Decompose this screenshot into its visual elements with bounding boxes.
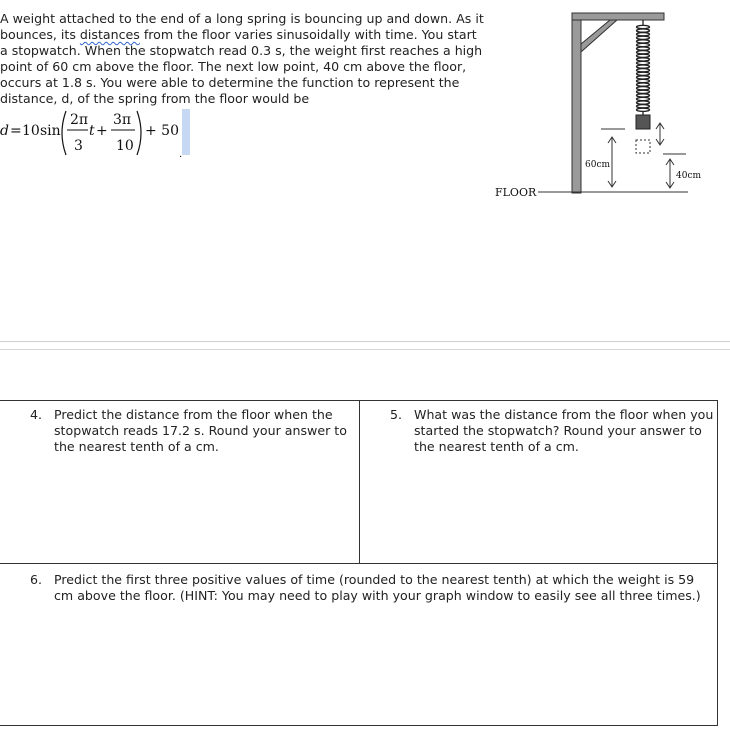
section-divider-2 xyxy=(0,349,730,350)
spring-icon xyxy=(637,20,650,115)
spring-diagram xyxy=(490,0,730,210)
eq-plus: + xyxy=(96,123,108,139)
spring-coil xyxy=(637,33,650,36)
low-weight-outline xyxy=(636,140,650,153)
question-text: Predict the distance from the floor when the stopwatch reads 17.2 s. Round your answer to the nearest tenth of a cm. xyxy=(54,407,347,455)
spring-coil xyxy=(637,108,650,111)
spring-coil xyxy=(637,76,650,79)
spring-coil xyxy=(637,105,650,108)
eq-func: sin xyxy=(40,123,61,139)
intro-text-a: A weight attached to the end of a long spring is bouncing up and down. As it bounces, its xyxy=(0,11,484,43)
spring-coil xyxy=(637,47,650,50)
spring-coil xyxy=(637,43,650,46)
question-table xyxy=(0,400,718,726)
section-divider xyxy=(0,341,730,342)
spring-coil xyxy=(637,72,650,75)
text-cursor-dot: . xyxy=(179,149,183,160)
eq-equals: = xyxy=(10,123,22,139)
eq-right-paren xyxy=(137,111,141,155)
eq-var: t xyxy=(89,123,95,139)
spring-coil xyxy=(637,40,650,43)
spring-coil xyxy=(637,65,650,68)
question-text: What was the distance from the floor when you started the stopwatch? Round your answer to the nearest tenth of a cm. xyxy=(414,407,714,455)
gallows-brace xyxy=(581,20,617,52)
spring-coil xyxy=(637,61,650,64)
text-cursor-highlight[interactable] xyxy=(182,109,190,155)
label-60cm: 60cm xyxy=(585,160,611,170)
spring-coil xyxy=(637,101,650,104)
gallows-post xyxy=(572,13,581,193)
weight-block xyxy=(636,115,650,129)
question-number: 5. xyxy=(390,407,403,422)
spring-coil xyxy=(637,90,650,93)
table-column-divider xyxy=(359,401,360,563)
sinusoid-equation xyxy=(0,108,185,158)
eq-lhs: d xyxy=(0,123,9,139)
spring-coil xyxy=(637,51,650,54)
eq-f2-den: 10 xyxy=(116,138,134,154)
spring-coil xyxy=(637,58,650,61)
spring-coil xyxy=(637,25,650,28)
spring-coil xyxy=(637,79,650,82)
question-number: 4. xyxy=(30,407,43,422)
spring-coil xyxy=(637,83,650,86)
question-text: Predict the first three positive values of time (rounded to the nearest tenth) at which the weight is 59 cm above the floor. (HINT: You may need to play with your graph window to easily see all three times.) xyxy=(54,572,701,604)
spring-coil xyxy=(637,94,650,97)
spring-coil xyxy=(637,69,650,72)
eq-f2-num: 3π xyxy=(113,112,132,128)
problem-intro xyxy=(0,11,488,108)
eq-amplitude: 10 xyxy=(22,123,40,139)
label-40cm: 40cm xyxy=(676,171,702,181)
spring-coil xyxy=(637,54,650,57)
spellcheck-word: distances xyxy=(79,27,140,43)
eq-left-paren xyxy=(62,111,66,155)
question-number: 6. xyxy=(30,572,43,587)
eq-f1-den: 3 xyxy=(74,138,83,154)
floor-label: FLOOR xyxy=(495,186,537,199)
eq-plus-50: + 50 xyxy=(145,123,179,139)
spring-coil xyxy=(637,87,650,90)
table-row-divider xyxy=(0,563,717,564)
intro-text-c: from the floor varies sinusoidally with time. You start a stopwatch. When the stopwatch read 0.3 s, the weight first reaches a high point of 60 cm above the floor. The next low point, 40 cm above the floor, occurs at 1.8 s. You were able to determine the function to represent the distance, d, of the spring from the floor would be xyxy=(0,27,483,107)
spring-coil xyxy=(637,97,650,100)
gallows-beam xyxy=(572,13,664,20)
spring-coil xyxy=(637,29,650,32)
spring-coil xyxy=(637,36,650,39)
eq-f1-num: 2π xyxy=(70,112,89,128)
